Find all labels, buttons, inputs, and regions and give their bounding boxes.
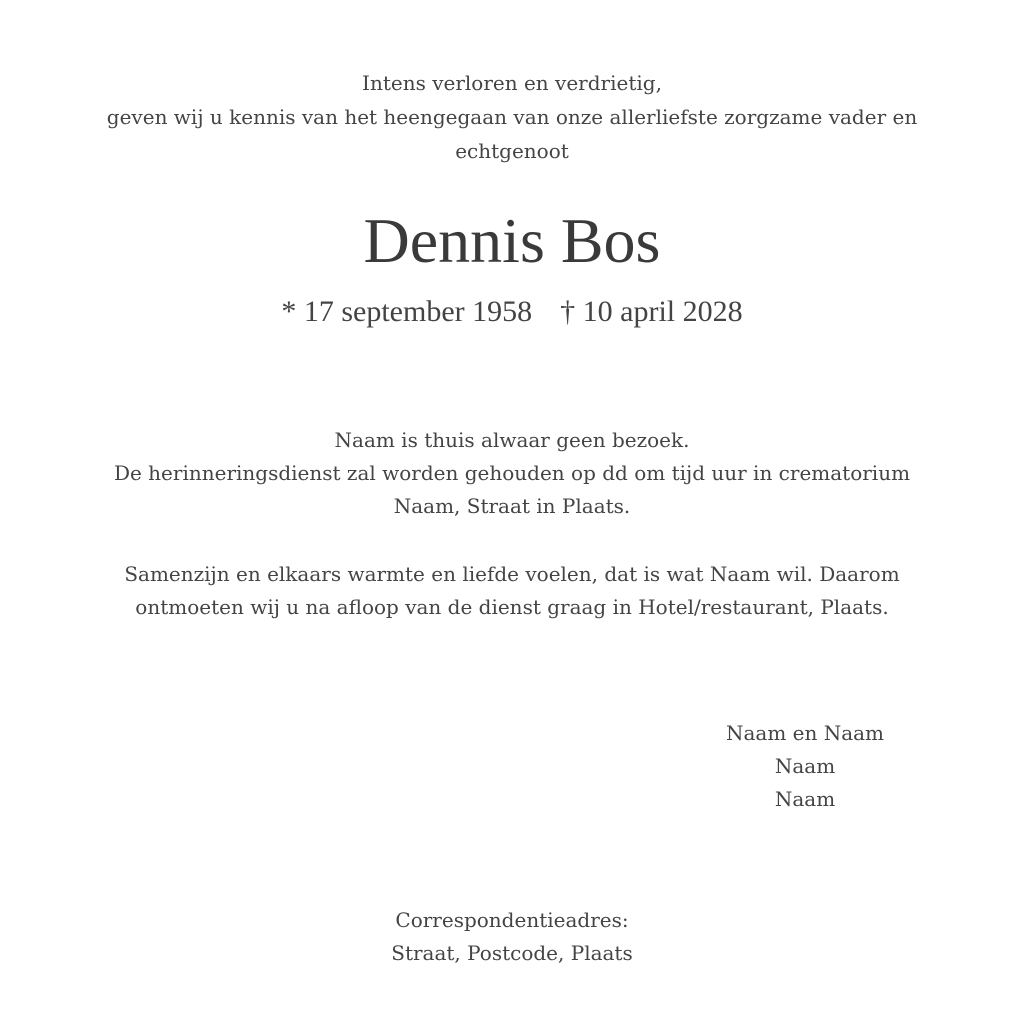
birth-date: * 17 september 1958: [281, 295, 533, 328]
death-date: † 10 april 2028: [560, 295, 743, 328]
gathering-line-2: ontmoeten wij u na afloop van de dienst graag in Hotel/restaurant, Plaats.: [135, 595, 889, 619]
correspondence-label: Correspondentieadres:: [395, 908, 629, 932]
deceased-name: Dennis Bos: [363, 205, 661, 276]
gathering-paragraph: [0, 558, 1024, 624]
intro-line-1: Intens verloren en verdrietig,: [362, 71, 662, 95]
intro-line-2: geven wij u kennis van het heengegaan van onze allerliefste zorgzame vader en: [106, 105, 918, 129]
intro-line-3: echtgenoot: [455, 139, 569, 163]
life-dates: [0, 292, 1024, 332]
intro-text: [0, 66, 1024, 168]
service-paragraph: [0, 424, 1024, 523]
service-line-1: Naam is thuis alwaar geen bezoek.: [334, 428, 690, 452]
service-line-2: De herinneringsdienst zal worden gehouden op dd om tijd uur in crematorium: [113, 461, 911, 485]
gathering-line-1: Samenzijn en elkaars warmte en liefde voelen, dat is wat Naam wil. Daarom: [124, 562, 900, 586]
signer-2: Naam: [774, 754, 836, 778]
service-line-3: Naam, Straat in Plaats.: [393, 494, 631, 518]
signer-3: Naam: [774, 787, 836, 811]
signers-block: [700, 717, 910, 816]
signer-1: Naam en Naam: [725, 721, 885, 745]
correspondence-block: [362, 904, 662, 970]
correspondence-address: Straat, Postcode, Plaats: [391, 941, 633, 965]
